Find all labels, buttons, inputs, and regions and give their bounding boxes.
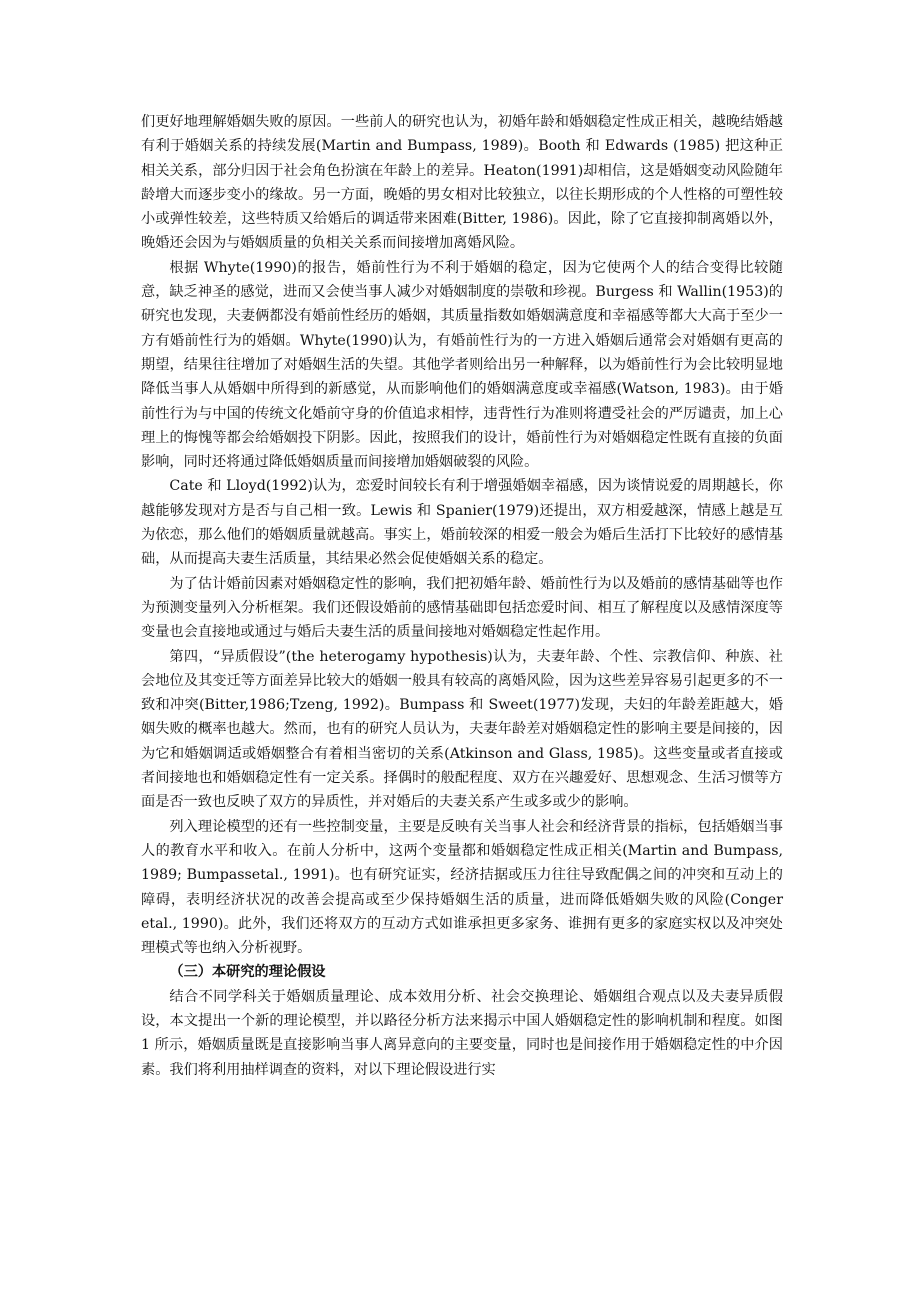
- paragraph-premarital-sex: 根据 Whyte(1990)的报告，婚前性行为不利于婚姻的稳定，因为它使两个人的结合变得比较随意，缺乏神圣的感觉，进而又会使当事人减少对婚姻制度的崇敬和珍视。Burgess 和 Wallin(1953)的研究也发现，夫妻俩都没有婚前性经历的婚姻，其质量指数如婚姻满意度和幸福感等都大大高于至少一方有婚前性行为的婚姻。Whyte(1990)认为，有婚前性行为的一方进入婚姻后通常会对婚姻有更高的期望，结果往往增加了对婚姻生活的失望。其他学者则给出另一种解释，以为婚前性行为会比较明显地降低当事人从婚姻中所得到的新感觉，从而影响他们的婚姻满意度或幸福感(Watson, 1983)。由于婚前性行为与中国的传统文化婚前守身的价值追求相悖，违背性行为准则将遭受社会的严厉谴责，加上心理上的悔愧等都会给婚姻投下阴影。因此，按照我们的设计，婚前性行为对婚姻稳定性既有直接的负面影响，同时还将通过降低婚姻质量而间接增加婚姻破裂的风险。: [141, 259, 783, 471]
- paragraph-continued: 们更好地理解婚姻失败的原因。一些前人的研究也认为，初婚年龄和婚姻稳定性成正相关，越晚结婚越有利于婚姻关系的持续发展(Martin and Bumpass, 1989)。Booth 和 Edwards (1985) 把这种正相关关系，部分归因于社会角色扮演在年龄上的差异。Heaton(1991)却相信，这是婚姻变动风险随年龄增大而逐步变小的缘故。另一方面，晚婚的男女相对比较独立，以往长期形成的个人性格的可塑性较小或弹性较差，这些特质又给婚后的调适带来困难(Bitter, 1986)。因此，除了它直接抑制离婚以外，晚婚还会因为与婚姻质量的负相关关系而间接增加离婚风险。: [141, 114, 783, 252]
- section-heading: （三）本研究的理论假设: [169, 964, 326, 981]
- paragraph-control-variables: 列入理论模型的还有一些控制变量，主要是反映有关当事人社会和经济背景的指标，包括婚姻当事人的教育水平和收入。在前人分析中，这两个变量都和婚姻稳定性成正相关(Martin and Bumpass, 1989; Bumpassetal., 1991)。也有研究证实，经济拮据或压力往往导致配偶之间的冲突和互动上的障碍，表明经济状况的改善会提高或至少保持婚姻生活的质量，进而降低婚姻失败的风险(Conger etal., 1990)。此外，我们还将双方的互动方式如谁承担更多家务、谁拥有更多的家庭实权以及冲突处理模式等也纳入分析视野。: [141, 818, 783, 957]
- paragraph-premarital-factors: 为了估计婚前因素对婚姻稳定性的影响，我们把初婚年龄、婚前性行为以及婚前的感情基础等也作为预测变量列入分析框架。我们还假设婚前的感情基础即包括恋爱时间、相互了解程度以及感情深度等变量也会直接地或通过与婚后夫妻生活的质量间接地对婚姻稳定性起作用。: [141, 575, 783, 641]
- paragraph-heterogamy: 第四，“异质假设”(the heterogamy hypothesis)认为，夫妻年龄、个性、宗教信仰、种族、社会地位及其变迁等方面差异比较大的婚姻一般具有较高的离婚风险，因为这些差异容易引起更多的不一致和冲突(Bitter,1986;Tzeng, 1992)。Bumpass 和 Sweet(1977)发现，夫妇的年龄差距越大，婚姻失败的概率也越大。然而，也有的研究人员认为，夫妻年龄差对婚姻稳定性的影响主要是间接的，因为它和婚姻调适或婚姻整合有着相当密切的关系(Atkinson and Glass, 1985)。这些变量或者直接或者间接地也和婚姻稳定性有一定关系。择偶时的般配程度、双方在兴趣爱好、思想观念、生活习惯等方面是否一致也反映了双方的异质性，并对婚后的夫妻关系产生或多或少的影响。: [141, 648, 783, 811]
- paragraph-courtship: Cate 和 Lloyd(1992)认为，恋爱时间较长有利于增强婚姻幸福感，因为谈情说爱的周期越长，你越能够发现对方是否与自己相一致。Lewis 和 Spanier(1979)还提出，双方相爱越深，情感上越是互为依恋，那么他们的婚姻质量就越高。事实上，婚前较深的相爱一般会为婚后生活打下比较好的感情基础，从而提高夫妻生活质量，其结果必然会促使婚姻关系的稳定。: [141, 478, 783, 568]
- document-body: [141, 110, 783, 1082]
- paragraph-hypotheses: 结合不同学科关于婚姻质量理论、成本效用分析、社会交换理论、婚姻组合观点以及夫妻异质假设，本文提出一个新的理论模型，并以路径分析方法来揭示中国人婚姻稳定性的影响机制和程度。如图 1 所示，婚姻质量既是直接影响当事人离异意向的主要变量，同时也是间接作用于婚姻稳定性的中介因素。我们将利用抽样调查的资料，对以下理论假设进行实: [141, 988, 783, 1078]
